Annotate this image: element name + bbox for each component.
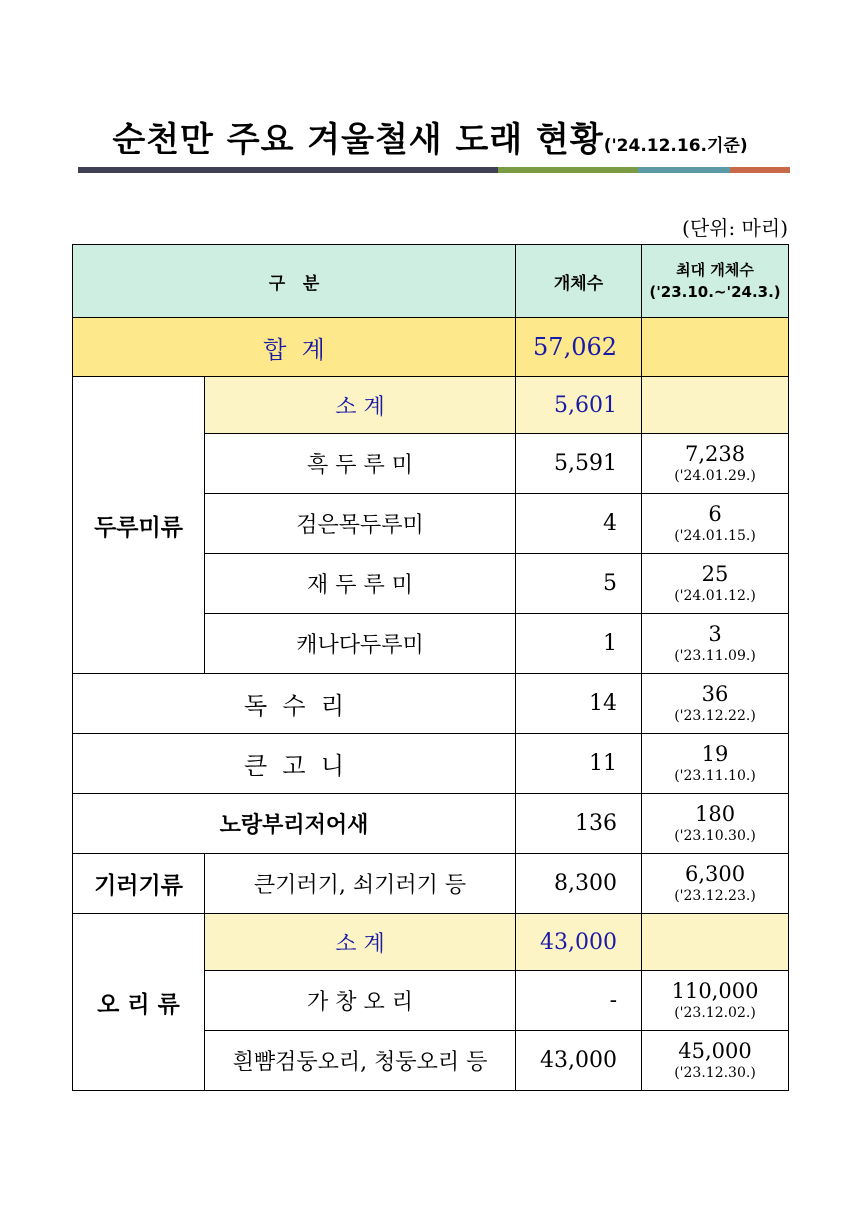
table-row [73, 854, 789, 914]
header-count: 개체수 [516, 245, 642, 318]
species-max: 110,000 ('23.12.02.) [642, 971, 789, 1031]
goose-group-label: 기러기류 [73, 854, 205, 914]
species-max: 25 ('24.01.12.) [642, 554, 789, 614]
title-rule-orange [730, 167, 790, 173]
table-row [73, 734, 789, 794]
title-basis: ('24.12.16.기준) [603, 136, 748, 156]
species-count: 4 [516, 494, 642, 554]
title-rule-green [498, 167, 638, 173]
total-label: 합 계 [73, 318, 516, 377]
header-category: 구 분 [73, 245, 516, 318]
species-count: 43,000 [516, 1031, 642, 1091]
species-name: 캐나다두루미 [205, 614, 516, 674]
species-count: 5,591 [516, 434, 642, 494]
species-name: 재 두 루 미 [205, 554, 516, 614]
species-count: 5 [516, 554, 642, 614]
species-max-date: ('23.12.02.) [674, 1004, 756, 1021]
species-count: 11 [516, 734, 642, 794]
species-max: 36 ('23.12.22.) [642, 674, 789, 734]
duck-subtotal-label: 소 계 [205, 914, 516, 971]
species-max-date: ('23.11.10.) [674, 767, 756, 784]
species-max: 7,238 ('24.01.29.) [642, 434, 789, 494]
title-rule-dark [78, 167, 498, 173]
bird-table [72, 244, 789, 1091]
species-max-date: ('23.10.30.) [674, 827, 756, 844]
species-count: 1 [516, 614, 642, 674]
species-count: 8,300 [516, 854, 642, 914]
species-name: 검은목두루미 [205, 494, 516, 554]
title-main: 순천만 주요 겨울철새 도래 현황 [112, 120, 604, 160]
total-count: 57,062 [516, 318, 642, 377]
species-max-date: ('24.01.12.) [674, 587, 756, 604]
species-max-date: ('23.12.22.) [674, 707, 756, 724]
durumi-subtotal-count: 5,601 [516, 377, 642, 434]
species-max-date: ('23.11.09.) [674, 647, 756, 664]
header-max-period: ('23.10.~'24.3.) [649, 283, 781, 301]
title-rule-teal [638, 167, 730, 173]
species-name: 흰뺨검둥오리, 청둥오리 등 [205, 1031, 516, 1091]
table-row [73, 674, 789, 734]
species-max-date: ('23.12.30.) [674, 1064, 756, 1081]
species-name: 노랑부리저어새 [73, 794, 516, 854]
species-name: 큰기러기, 쇠기러기 등 [205, 854, 516, 914]
species-max: 45,000 ('23.12.30.) [642, 1031, 789, 1091]
total-row [73, 318, 789, 377]
species-max: 19 ('23.11.10.) [642, 734, 789, 794]
table-row [73, 794, 789, 854]
species-name: 독 수 리 [73, 674, 516, 734]
species-name: 큰 고 니 [73, 734, 516, 794]
duck-subtotal-count: 43,000 [516, 914, 642, 971]
species-max: 3 ('23.11.09.) [642, 614, 789, 674]
total-max-empty [642, 318, 789, 377]
durumi-subtotal-row [73, 377, 789, 434]
species-max: 6 ('24.01.15.) [642, 494, 789, 554]
species-max-date: ('24.01.15.) [674, 527, 756, 544]
durumi-group-label: 두루미류 [73, 377, 205, 674]
species-name: 흑 두 루 미 [205, 434, 516, 494]
species-max-date: ('23.12.23.) [674, 887, 756, 904]
species-max: 6,300 ('23.12.23.) [642, 854, 789, 914]
duck-subtotal-row [73, 914, 789, 971]
species-max-date: ('24.01.29.) [674, 467, 756, 484]
species-count: 136 [516, 794, 642, 854]
duck-subtotal-max-empty [642, 914, 789, 971]
durumi-subtotal-max-empty [642, 377, 789, 434]
species-max: 180 ('23.10.30.) [642, 794, 789, 854]
durumi-subtotal-label: 소 계 [205, 377, 516, 434]
header-max-title: 최대 개체수 [676, 261, 754, 279]
page-title [0, 112, 860, 161]
species-count: - [516, 971, 642, 1031]
species-count: 14 [516, 674, 642, 734]
header-max [642, 245, 789, 318]
duck-group-label: 오 리 류 [73, 914, 205, 1091]
header-row [73, 245, 789, 318]
species-name: 가 창 오 리 [205, 971, 516, 1031]
unit-label: (단위: 마리) [682, 216, 788, 240]
